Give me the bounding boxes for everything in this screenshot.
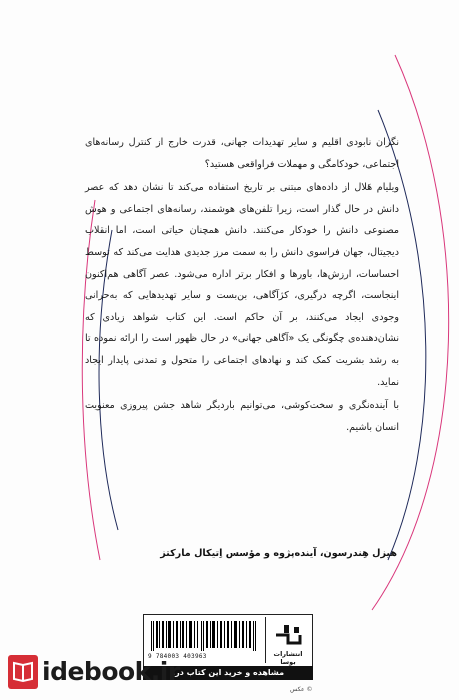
publisher-logo-block bbox=[265, 617, 310, 666]
publisher-logo-icon bbox=[272, 621, 304, 649]
blurb-attribution: هیزل هِندرسون، آینده‌پژوه و مؤسس اِتیکال مارکتز bbox=[160, 548, 397, 559]
barcode-bars bbox=[149, 621, 261, 651]
blurb-paragraph-3: با آینده‌نگری و سخت‌کوشی، می‌توانیم باردیگر شاهد جشن پیروزی معنویت انسان باشیم. bbox=[85, 400, 399, 433]
barcode-number: 9 784003 403963 bbox=[148, 653, 207, 660]
back-cover-blurb bbox=[85, 132, 399, 438]
watermark bbox=[8, 655, 180, 691]
buy-this-book-banner: مشاهده و خرید این کتاب در: bbox=[143, 666, 313, 680]
book-logo-icon bbox=[8, 655, 38, 689]
watermark-text: idebook.ir bbox=[42, 657, 180, 686]
photo-credit: © عکس bbox=[290, 686, 313, 693]
publisher-name: انتشارات بوسا bbox=[273, 650, 303, 666]
blurb-paragraph-2: ویلیام هَلال از داده‌های مبتنی بر تاریخ استفاده می‌کند تا نشان دهد که عصر دانش در حال گذار است، زیرا تلفن‌های هوشمند، رسانه‌های اجتماعی و هوش مصنوعی دانش را خودکار می‌کنند. دانش همچنان حیاتی است، اما انقلاب دیجیتال، جهان فراسوی دانش را به سمت مرز جدیدی هدایت می‌کند که توسط احساسات، ارزش‌ها، باورها و افکار برتر اداره می‌شود. عصر آگاهی هم‌اکنون اینجاست، اگرچه درگیری، کژآگاهی، بن‌بست و سایر تهدیدهایی که به‌حرانی وجودی ایجاد می‌کنند، بر آن حاکم است. این کتاب شواهد زیادی که نشان‌دهنده‌ی چگونگی یک «آگاهی جهانی» در حال ظهور است را ارائه نموده تا به رشد بشریت کمک کند و نهادهای اجتماعی را متحول و تمدنی پایدار ایجاد نماید. bbox=[85, 182, 399, 388]
blurb-paragraph-1: نگران نابودی اقلیم و سایر تهدیدات جهانی، قدرت خارج از کنترل رسانه‌های اجتماعی، خودکامگی و مهملات فراواقعی هستید؟ bbox=[85, 137, 399, 170]
